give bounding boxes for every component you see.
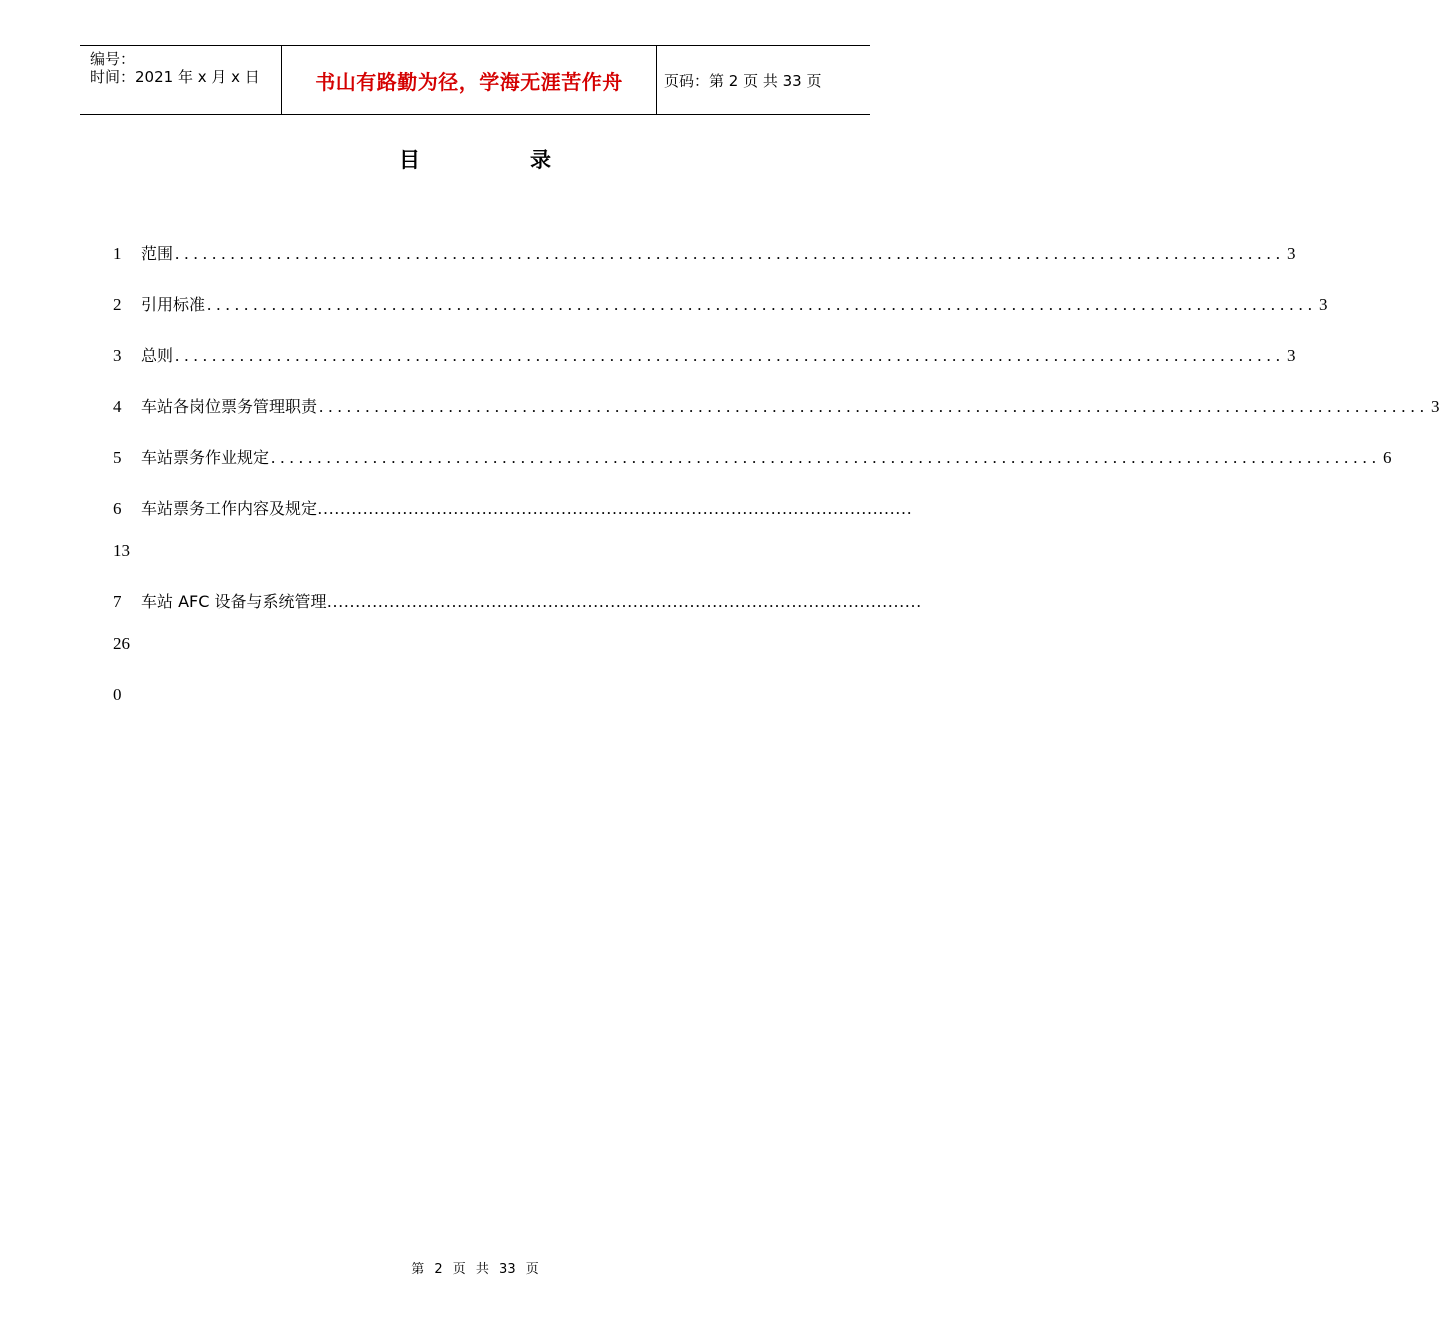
toc-entry-number: 5 bbox=[113, 448, 122, 467]
header-meta bbox=[80, 46, 281, 114]
toc-entry-title: 车站票务工作内容及规定 bbox=[141, 499, 318, 518]
toc-entry[interactable] bbox=[113, 447, 1392, 469]
header-motto-cell bbox=[281, 46, 657, 114]
toc-entry-page: 6 bbox=[1383, 448, 1392, 467]
toc-entry-number: 2 bbox=[113, 295, 122, 314]
toc-entry-title: 总则 bbox=[141, 346, 174, 365]
toc-entry[interactable] bbox=[113, 591, 922, 613]
toc-leader-dots: …………………………………………………………………………………………… bbox=[326, 592, 922, 611]
toc-entry-page: 26 bbox=[113, 634, 130, 653]
trailing-number: 0 bbox=[113, 685, 122, 704]
toc-entry-title: 车站 AFC 设备与系统管理 bbox=[141, 592, 327, 611]
toc-leader-dots: …………………………………………………………………………………………… bbox=[317, 499, 913, 518]
toc-entry[interactable] bbox=[113, 243, 1296, 265]
toc-entry-number: 1 bbox=[113, 244, 122, 263]
toc-leader-dots: ........................................................................................................................ bbox=[319, 397, 1430, 416]
toc-entry-number: 7 bbox=[113, 592, 122, 611]
doc-time-label: 时间：2021 年 x 月 x 日 bbox=[90, 68, 260, 86]
toc-entry[interactable] bbox=[113, 345, 1296, 367]
page-footer: 第 2 页 共 33 页 bbox=[411, 1262, 539, 1277]
header-motto: 书山有路勤为径，学海无涯苦作舟 bbox=[315, 69, 623, 94]
toc-leader-dots: ........................................................................................................................ bbox=[175, 346, 1286, 365]
toc-entry-number: 4 bbox=[113, 397, 122, 416]
doc-number-label: 编号： bbox=[90, 50, 136, 68]
header-page-cell bbox=[656, 46, 870, 114]
toc-entry-title: 车站票务作业规定 bbox=[141, 448, 270, 467]
page-title: 目录 bbox=[399, 148, 661, 172]
toc-entry[interactable] bbox=[113, 498, 913, 520]
header-page-code: 页码：第 2 页 共 33 页 bbox=[664, 71, 822, 90]
toc-entry-number: 6 bbox=[113, 499, 122, 518]
toc-entry-page: 3 bbox=[1431, 397, 1440, 416]
toc-entry[interactable] bbox=[113, 396, 1440, 418]
toc-entry-page: 3 bbox=[1319, 295, 1328, 314]
toc-entry-page: 3 bbox=[1287, 346, 1296, 365]
toc-entry-title: 范围 bbox=[141, 244, 174, 263]
toc-leader-dots: ........................................................................................................................ bbox=[175, 244, 1286, 263]
toc-entry-number: 3 bbox=[113, 346, 122, 365]
toc-entry[interactable] bbox=[113, 294, 1328, 316]
toc-entry-page: 13 bbox=[113, 541, 130, 560]
toc-leader-dots: ........................................................................................................................ bbox=[207, 295, 1318, 314]
page-header bbox=[80, 45, 870, 115]
toc-leader-dots: ........................................................................................................................ bbox=[271, 448, 1382, 467]
toc-entry-page: 3 bbox=[1287, 244, 1296, 263]
toc-entry-title: 车站各岗位票务管理职责 bbox=[141, 397, 318, 416]
toc-entry-title: 引用标准 bbox=[141, 295, 206, 314]
